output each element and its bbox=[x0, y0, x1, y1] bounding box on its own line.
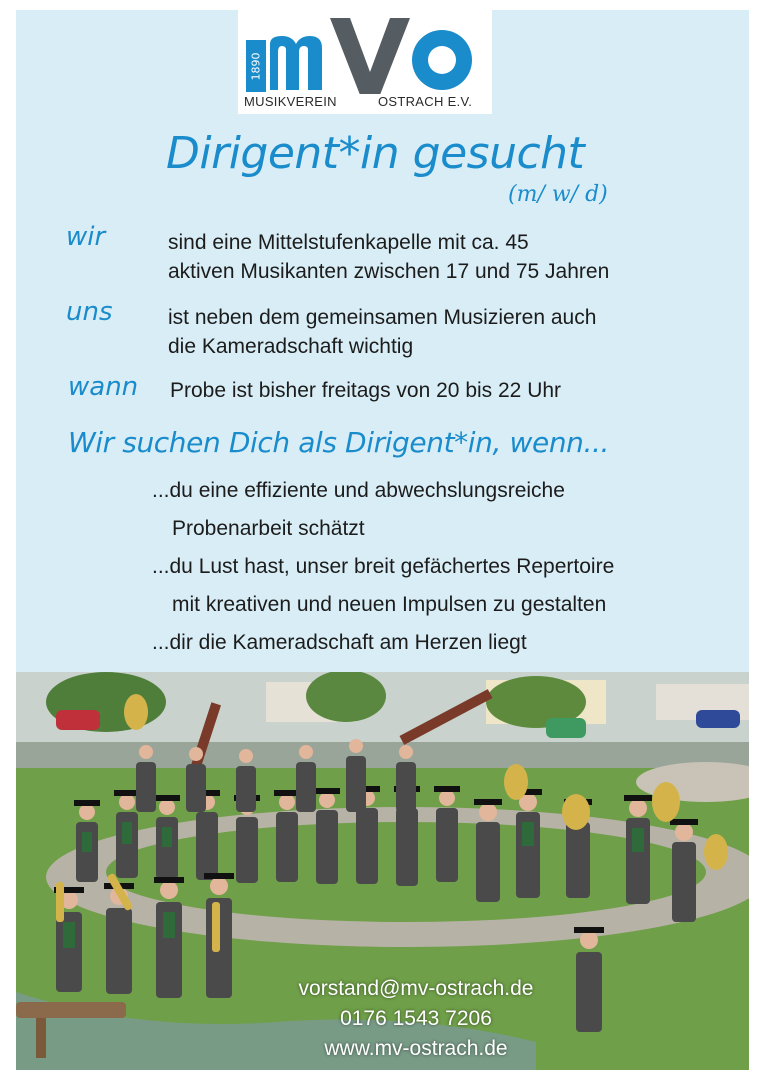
requirements-list bbox=[152, 472, 614, 662]
subline: (m/ w/ d) bbox=[508, 182, 608, 207]
logo-right-text: OSTRACH E.V. bbox=[378, 94, 473, 109]
poster bbox=[16, 10, 749, 1070]
list-item: ...du Lust hast, unser breit gefächertes Repertoire bbox=[152, 555, 615, 578]
contact-email[interactable]: vorstand@mv-ostrach.de bbox=[298, 977, 534, 1000]
list-item: ...dir die Kameradschaft am Herzen liegt bbox=[152, 631, 527, 654]
contact-block bbox=[216, 974, 616, 1064]
list-item: Probenarbeit schätzt bbox=[172, 517, 365, 540]
row-text-uns-1: ist neben dem gemeinsamen Musizieren auch bbox=[168, 306, 597, 329]
headline: Dirigent*in gesucht bbox=[166, 128, 585, 179]
row-text-uns-2: die Kameradschaft wichtig bbox=[168, 335, 414, 358]
list-item: mit kreativen und neuen Impulsen zu gestalten bbox=[172, 593, 607, 616]
row-text-wann-1: Probe ist bisher freitags von 20 bis 22 Uhr bbox=[170, 379, 562, 402]
row-key-wann: wann bbox=[68, 372, 139, 402]
row-key-wir: wir bbox=[66, 222, 106, 252]
row-key-uns: uns bbox=[66, 297, 113, 327]
list-item: ...du eine effiziente und abwechslungsreiche bbox=[152, 479, 565, 502]
logo-year-badge bbox=[246, 40, 266, 92]
logo-left-text: MUSIKVEREIN bbox=[244, 94, 337, 109]
logo-mark bbox=[266, 14, 486, 94]
contact-web[interactable]: www.mv-ostrach.de bbox=[324, 1037, 508, 1060]
row-text-wir-2: aktiven Musikanten zwischen 17 und 75 Jahren bbox=[168, 260, 610, 283]
section-title: Wir suchen Dich als Dirigent*in, wenn... bbox=[68, 426, 610, 459]
logo bbox=[238, 10, 492, 114]
contact-phone[interactable]: 0176 1543 7206 bbox=[340, 1007, 492, 1030]
row-text-wir-1: sind eine Mittelstufenkapelle mit ca. 45 bbox=[168, 231, 529, 254]
logo-year: 1890 bbox=[249, 52, 263, 80]
